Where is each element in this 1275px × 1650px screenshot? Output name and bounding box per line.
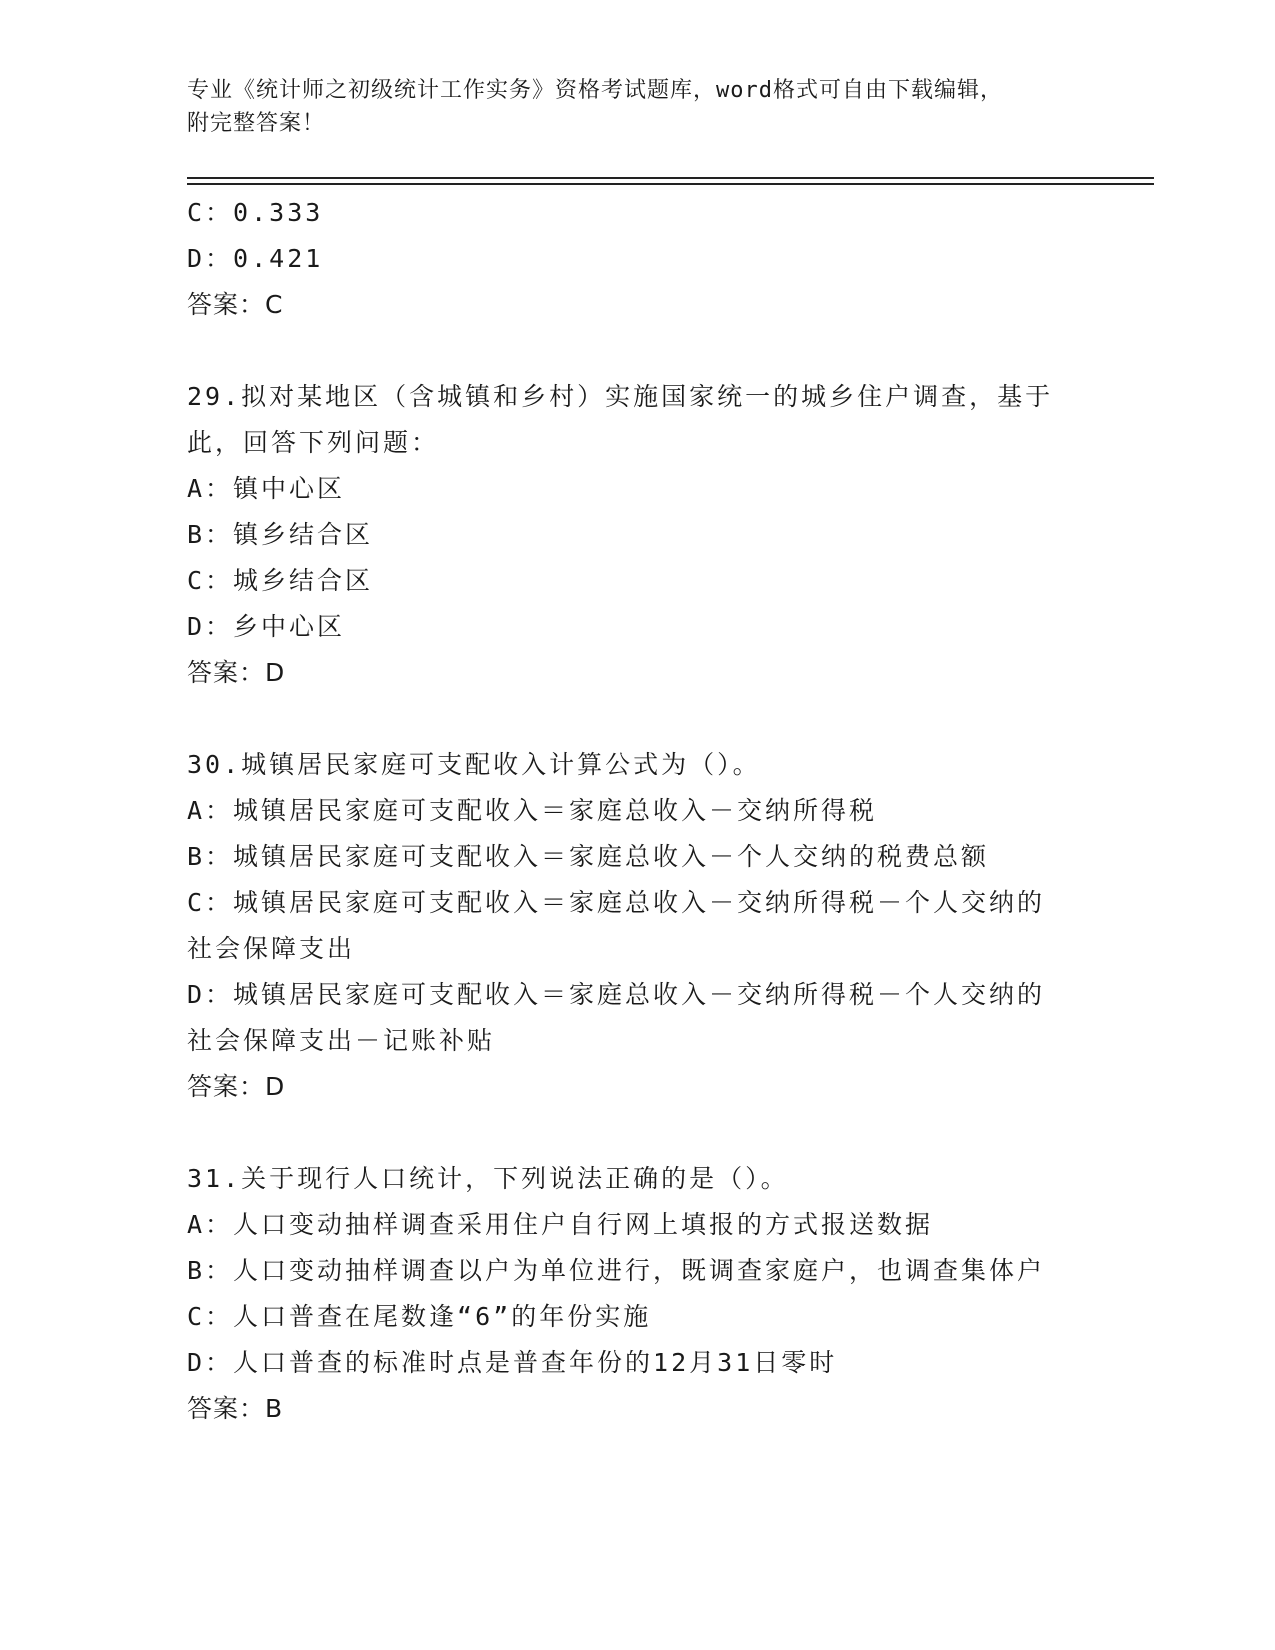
option-b: B：人口变动抽样调查以户为单位进行，既调查家庭户，也调查集体户 [187, 1256, 1046, 1285]
option-a: A：人口变动抽样调查采用住户自行网上填报的方式报送数据 [187, 1210, 934, 1239]
spacer [187, 1110, 1107, 1156]
answer-line: 答案：D [187, 658, 286, 687]
option-d: D：人口普查的标准时点是普查年份的12月31日零时 [187, 1348, 838, 1377]
header-line-1: 专业《统计师之初级统计工作实务》资格考试题库，word格式可自由下载编辑， [187, 78, 1003, 103]
option-b: B：镇乡结合区 [187, 520, 374, 549]
question-stem: 30.城镇居民家庭可支配收入计算公式为（）。 [187, 750, 761, 779]
option-d-continued: 社会保障支出－记账补贴 [187, 1026, 496, 1055]
option-d: D：0.421 [187, 244, 324, 273]
header-divider-bottom [187, 183, 1154, 185]
answer-line: 答案：C [187, 290, 284, 319]
question-stem: 31.关于现行人口统计，下列说法正确的是（）。 [187, 1164, 789, 1193]
option-a: A：城镇居民家庭可支配收入＝家庭总收入－交纳所得税 [187, 796, 878, 825]
header-line-2: 附完整答案！ [187, 111, 326, 136]
option-c-continued: 社会保障支出 [187, 934, 356, 963]
answer-line: 答案：D [187, 1072, 286, 1101]
option-c: C：城乡结合区 [187, 566, 374, 595]
option-a: A：镇中心区 [187, 474, 346, 503]
question-31 [187, 1156, 1107, 1432]
option-c: C：0.333 [187, 198, 324, 227]
option-d: D：乡中心区 [187, 612, 346, 641]
question-content [187, 190, 1107, 1432]
option-b: B：城镇居民家庭可支配收入＝家庭总收入－个人交纳的税费总额 [187, 842, 990, 871]
option-c: C：人口普查在尾数逢“6”的年份实施 [187, 1302, 652, 1331]
option-c: C：城镇居民家庭可支配收入＝家庭总收入－交纳所得税－个人交纳的 [187, 888, 1046, 917]
question-stem-continued: 此，回答下列问题： [187, 428, 440, 457]
spacer [187, 328, 1107, 374]
question-29 [187, 374, 1107, 696]
question-stem: 29.拟对某地区（含城镇和乡村）实施国家统一的城乡住户调查，基于 [187, 382, 1054, 411]
document-header [187, 74, 1087, 140]
prev-question [187, 190, 1107, 328]
question-30 [187, 742, 1107, 1110]
spacer [187, 696, 1107, 742]
answer-line: 答案：B [187, 1394, 284, 1423]
header-divider-top [187, 177, 1154, 179]
option-d: D：城镇居民家庭可支配收入＝家庭总收入－交纳所得税－个人交纳的 [187, 980, 1046, 1009]
